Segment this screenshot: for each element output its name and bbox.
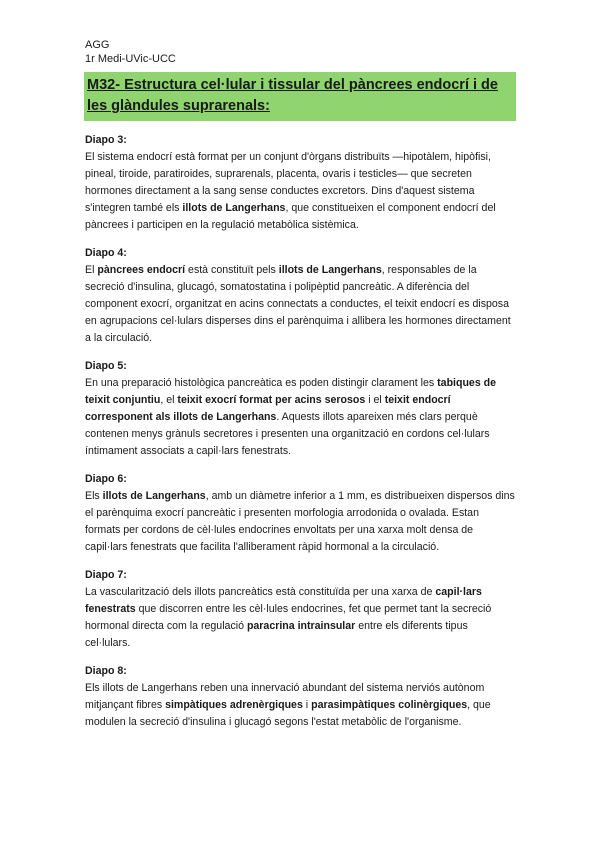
bold-term: pàncrees endocrí bbox=[97, 264, 186, 276]
text-run: entre els diferents tipus cel·lulars. bbox=[85, 620, 468, 649]
section-paragraph bbox=[85, 584, 515, 652]
text-run: Els bbox=[85, 490, 103, 502]
bold-term: paracrina intrainsular bbox=[246, 620, 356, 632]
section-heading: Diapo 7: bbox=[85, 569, 127, 581]
text-run: i bbox=[302, 699, 312, 711]
section-heading: Diapo 4: bbox=[85, 247, 127, 259]
text-run: i el bbox=[365, 394, 385, 406]
text-run: El bbox=[85, 264, 98, 276]
bold-term: capil·lars fenestrats bbox=[85, 586, 482, 615]
bold-term: tabiques de teixit conjuntiu bbox=[85, 377, 497, 406]
section-diapo bbox=[85, 132, 515, 234]
bold-term: teixit exocrí format per acins serosos bbox=[177, 394, 366, 406]
section-paragraph bbox=[85, 149, 515, 234]
sections-container bbox=[85, 132, 515, 731]
section-heading: Diapo 5: bbox=[85, 360, 127, 372]
text-run: La vascularització dels illots pancreàtics està constituïda per una xarxa de bbox=[85, 586, 436, 598]
text-run: El sistema endocrí està format per un conjunt d'òrgans distribuïts —hipotàlem, hipòfisi, pineal, tiroide, paratiroides, suprarenals, placenta, ovaris i testicles— que secreten hormones directament a la sang sense conductes excretors. Dins d'aquest sistema s'integren també els bbox=[85, 151, 491, 214]
section-diapo bbox=[85, 663, 515, 731]
author-line: AGG bbox=[85, 39, 110, 51]
bold-term: simpàtiques adrenèrgiques bbox=[165, 699, 303, 711]
page-title: M32- Estructura cel·lular i tissular del pàncrees endocrí i de les glàndules suprarenals: bbox=[84, 72, 516, 121]
text-run: està constituït pels bbox=[185, 264, 279, 276]
text-run: , que constitueixen el component endocrí del pàncrees i participen en la regulació metabòlica sistèmica. bbox=[85, 202, 496, 231]
section-paragraph bbox=[85, 375, 515, 460]
section-diapo bbox=[85, 245, 515, 347]
section-heading: Diapo 8: bbox=[85, 665, 127, 677]
section-paragraph bbox=[85, 680, 515, 731]
section-paragraph bbox=[85, 488, 515, 556]
text-run: Els illots de Langerhans reben una innervació abundant del sistema nerviós autònom mitjançant fibres bbox=[85, 682, 485, 711]
text-run: , responsables de la secreció d'insulina, glucagó, somatostatina i polipèptid pancreàtic. A diferència del component exocrí, organitzat en acins connectats a conductes, el teixit endocrí es disposa en agrupacions cel·lulars disperses dins el parènquima i allibera les hormones directament a la circulació. bbox=[85, 264, 511, 344]
section-paragraph bbox=[85, 262, 515, 347]
text-run: , que modulen la secreció d'insulina i glucagó segons l'estat metabòlic de l'organisme. bbox=[85, 699, 491, 728]
section-diapo bbox=[85, 358, 515, 460]
section-diapo bbox=[85, 471, 515, 556]
text-run: En una preparació histològica pancreàtica es poden distingir clarament les bbox=[85, 377, 438, 389]
text-run: que discorren entre les cèl·lules endocrines, fet que permet tant la secreció hormonal directa com la regulació bbox=[85, 603, 492, 632]
bold-term: teixit endocrí corresponent als illots de Langerhans bbox=[85, 394, 451, 423]
course-line: 1r Medi-UVic-UCC bbox=[85, 53, 176, 65]
bold-term: illots de Langerhans bbox=[102, 490, 206, 502]
text-run: , el bbox=[160, 394, 178, 406]
section-heading: Diapo 3: bbox=[85, 134, 127, 146]
section-diapo bbox=[85, 567, 515, 652]
text-run: , amb un diàmetre inferior a 1 mm, es distribueixen dispersos dins el parènquima exocrí pancreàtic i presenten morfologia arrodonida o ovalada. Estan formats per cordons de cèl·lules endocrines envoltats per una xarxa molt densa de capil·lars fenestrats que facilita l'alliberament ràpid hormonal a la circulació. bbox=[85, 490, 515, 553]
section-heading: Diapo 6: bbox=[85, 473, 127, 485]
bold-term: illots de Langerhans bbox=[182, 202, 286, 214]
bold-term: parasimpàtiques colinèrgiques bbox=[311, 699, 468, 711]
text-run: . Aquests illots apareixen més clars perquè contenen menys grànuls secretores i presenten una organització en cordons cel·lulars íntimament associats a capil·lars fenestrats. bbox=[85, 411, 490, 457]
bold-term: illots de Langerhans bbox=[278, 264, 382, 276]
